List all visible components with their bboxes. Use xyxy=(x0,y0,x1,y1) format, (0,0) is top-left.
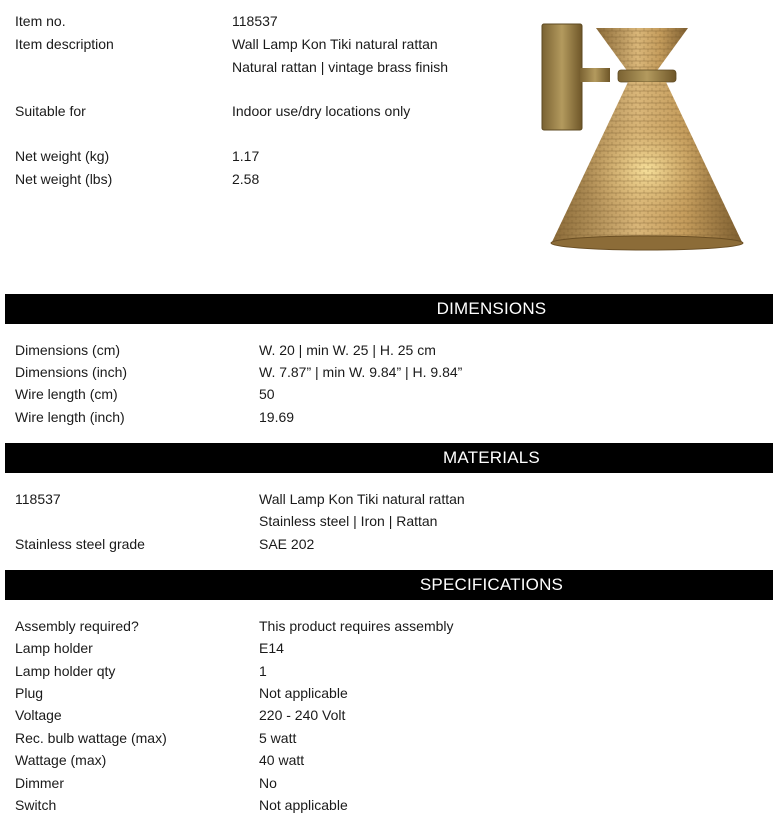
item-no-label: Item no. xyxy=(15,13,66,29)
product-header xyxy=(0,0,773,270)
stainless-steel-grade-label: Stainless steel grade xyxy=(15,536,145,552)
spec-label: Rec. bulb wattage (max) xyxy=(15,730,167,746)
specifications-section-header xyxy=(5,570,773,600)
spec-value: E14 xyxy=(259,640,284,656)
dimensions-cm-label: Dimensions (cm) xyxy=(15,342,121,358)
spec-label: Dimmer xyxy=(15,775,64,791)
dimensions-title: DIMENSIONS xyxy=(436,299,547,318)
net-weight-kg-value: 1.17 xyxy=(232,148,260,164)
item-description-label: Item description xyxy=(15,36,114,52)
net-weight-lbs-label: Net weight (lbs) xyxy=(15,171,113,187)
net-weight-kg-label: Net weight (kg) xyxy=(15,148,110,164)
spec-value: 5 watt xyxy=(259,730,297,746)
wire-length-inch-label: Wire length (inch) xyxy=(15,409,125,425)
spec-row xyxy=(0,637,773,659)
materials-item-name: Wall Lamp Kon Tiki natural rattan xyxy=(259,491,465,507)
dimensions-cm-value: W. 20 | min W. 25 | H. 25 cm xyxy=(259,342,436,358)
dimensions-inch-row xyxy=(0,361,773,383)
wire-length-inch-row xyxy=(0,406,773,428)
spec-label: Wattage (max) xyxy=(15,752,107,768)
materials-section-header xyxy=(5,443,773,473)
wire-length-inch-value: 19.69 xyxy=(259,409,295,425)
wire-length-cm-label: Wire length (cm) xyxy=(15,386,118,402)
stainless-steel-grade-row xyxy=(0,533,773,555)
net-weight-lbs-value: 2.58 xyxy=(232,171,260,187)
spec-value: 40 watt xyxy=(259,752,305,768)
dimensions-inch-label: Dimensions (inch) xyxy=(15,364,128,380)
spec-label: Plug xyxy=(15,685,44,701)
spec-value: 1 xyxy=(259,663,267,679)
spec-row xyxy=(0,660,773,682)
materials-composition-value: Stainless steel | Iron | Rattan xyxy=(259,513,438,529)
dimensions-section-header xyxy=(5,294,773,324)
spec-label: Lamp holder xyxy=(15,640,93,656)
item-finish-value: Natural rattan | vintage brass finish xyxy=(232,59,449,75)
spec-row xyxy=(0,704,773,726)
item-description-value: Wall Lamp Kon Tiki natural rattan xyxy=(232,36,438,52)
stainless-steel-grade-value: SAE 202 xyxy=(259,536,315,552)
spec-label: Lamp holder qty xyxy=(15,663,116,679)
rattan-wall-lamp-image xyxy=(538,16,748,260)
spec-row xyxy=(0,749,773,771)
materials-item-row xyxy=(0,488,773,510)
spec-value: Not applicable xyxy=(259,685,348,701)
spec-row xyxy=(0,727,773,749)
spec-label: Assembly required? xyxy=(15,618,139,634)
spec-row xyxy=(0,794,773,816)
wire-length-cm-row xyxy=(0,383,773,405)
spec-label: Switch xyxy=(15,797,57,813)
suitable-for-label: Suitable for xyxy=(15,103,86,119)
wire-length-cm-value: 50 xyxy=(259,386,275,402)
spec-row xyxy=(0,772,773,794)
spec-value: This product requires assembly xyxy=(259,618,454,634)
spec-value: 220 - 240 Volt xyxy=(259,707,346,723)
dimensions-inch-value: W. 7.87” | min W. 9.84” | H. 9.84” xyxy=(259,364,463,380)
materials-title: MATERIALS xyxy=(443,448,540,467)
spec-row xyxy=(0,615,773,637)
spec-label: Voltage xyxy=(15,707,62,723)
suitable-for-value: Indoor use/dry locations only xyxy=(232,103,411,119)
materials-item-label: 118537 xyxy=(15,491,61,507)
specifications-title: SPECIFICATIONS xyxy=(419,575,564,594)
item-no-value: 118537 xyxy=(232,13,278,29)
spec-value: Not applicable xyxy=(259,797,348,813)
materials-composition-row xyxy=(0,510,773,532)
dimensions-cm-row xyxy=(0,339,773,361)
spec-row xyxy=(0,682,773,704)
spec-value: No xyxy=(259,775,277,791)
